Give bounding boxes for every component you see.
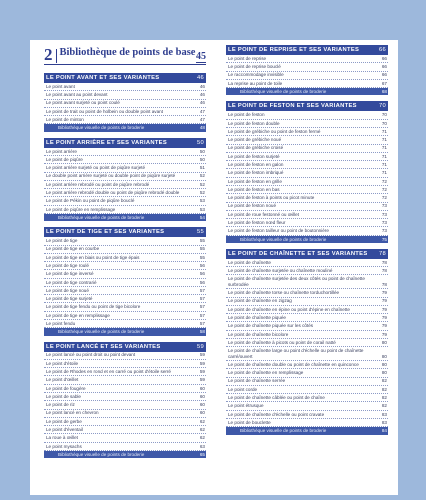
- entry-page: 57: [199, 320, 205, 326]
- chapter-number: 2: [44, 45, 53, 64]
- section-heading-avant[interactable]: [44, 73, 206, 83]
- section-title: LE POINT DE TIGE ET SES VARIANTES: [46, 229, 165, 236]
- entry-title: Le point de tige noué: [46, 287, 89, 293]
- entry-title: Le point de minton: [46, 117, 84, 123]
- entry-list-tige: [44, 237, 206, 335]
- section-page: 59: [196, 343, 204, 350]
- section-heading-reprise[interactable]: [226, 45, 388, 55]
- entry-page: 80: [381, 361, 387, 367]
- toc-entry[interactable]: [44, 418, 206, 426]
- entry-page: 82: [381, 395, 387, 401]
- toc-entry[interactable]: [226, 186, 388, 194]
- entry-page: 57: [199, 304, 205, 310]
- toc-entry[interactable]: [226, 314, 388, 322]
- entry-title: Le point arrière rebrodé ou point de piqûre rebrodé: [46, 181, 150, 187]
- entry-title: Le point de chaînette d'échelle ou point cravate: [228, 411, 325, 417]
- entry-page: 60: [199, 385, 205, 391]
- toc-entry[interactable]: [226, 402, 388, 410]
- entry-title: Le point de chaînette double ou point de chaînette en quinconce: [228, 361, 359, 367]
- section-page: 46: [196, 75, 204, 81]
- entry-title: Le point de reprise bouclé: [228, 64, 281, 70]
- entry-title: Le point de riz: [46, 402, 75, 408]
- toc-entry[interactable]: [226, 331, 388, 339]
- entry-page: 71: [381, 161, 387, 167]
- entry-page: 52: [199, 181, 205, 187]
- entry-title: Le point de piqûre en remplissage: [46, 206, 116, 212]
- entry-page: 79: [381, 306, 387, 312]
- entry-page: 55: [199, 246, 205, 252]
- toc-entry[interactable]: [226, 219, 388, 227]
- toc-entry[interactable]: [226, 178, 388, 186]
- section-title: LE POINT AVANT ET SES VARIANTES: [46, 75, 160, 81]
- entry-title: Bibliothèque visuelle de points de broderie: [240, 236, 327, 242]
- entry-page: 71: [381, 170, 387, 176]
- entry-page: 82: [381, 378, 387, 384]
- toc-entry[interactable]: [44, 360, 206, 368]
- entry-title: Le point d'étoile: [46, 360, 79, 366]
- entry-page: 56: [199, 262, 205, 268]
- entry-title: Le point de tige surjeté: [46, 296, 93, 302]
- toc-entry[interactable]: [44, 320, 206, 328]
- entry-list-reprise: [226, 55, 388, 95]
- toc-entry[interactable]: [226, 120, 388, 128]
- toc-entry[interactable]: [226, 289, 388, 297]
- toc-entry[interactable]: [226, 298, 388, 306]
- entry-page: 62: [199, 435, 205, 441]
- toc-entry[interactable]: [226, 361, 388, 369]
- entry-title: Le point de Rhodes en rond et en carré ou point d'étoile serré: [46, 369, 171, 375]
- entry-title: Le point de piqûre: [46, 156, 83, 162]
- section-title: LE POINT DE FESTON ET SES VARIANTES: [228, 103, 357, 110]
- entry-page: 60: [199, 402, 205, 408]
- entry-page: 78: [381, 281, 387, 287]
- sections-right: [226, 45, 388, 435]
- entry-page: 46: [199, 100, 205, 106]
- toc-entry[interactable]: [226, 169, 388, 177]
- toc-entry[interactable]: [226, 339, 388, 347]
- entry-title: Le point de feston à points ou picot minute: [228, 195, 315, 201]
- entry-title: Le point de grébiche croisé: [228, 145, 284, 151]
- toc-entry[interactable]: [226, 322, 388, 330]
- toc-entry[interactable]: [44, 156, 206, 164]
- toc-entry[interactable]: [226, 378, 388, 386]
- entry-title: Le point de tige en biais ou point de tige épais: [46, 254, 140, 260]
- toc-entry[interactable]: [44, 410, 206, 418]
- toc-entry[interactable]: [44, 246, 206, 254]
- toc-entry[interactable]: [44, 279, 206, 287]
- entry-page: 73: [381, 211, 387, 217]
- entry-page: 62: [199, 427, 205, 433]
- entry-page: 73: [381, 228, 387, 234]
- section-heading-tige[interactable]: [44, 227, 206, 237]
- toc-entry[interactable]: [226, 411, 388, 419]
- entry-page: 80: [381, 339, 387, 345]
- section-heading-lance[interactable]: [44, 342, 206, 352]
- entry-page: 52: [199, 173, 205, 179]
- entry-page: 71: [381, 153, 387, 159]
- entry-page: 66: [381, 64, 387, 70]
- toc-entry[interactable]: [226, 394, 388, 402]
- toc-entry[interactable]: [44, 164, 206, 172]
- entry-title: Le point de fougère: [46, 385, 86, 391]
- entry-title: Le point de chaînette en épine ou point d'épine en chaînette: [228, 306, 350, 312]
- toc-entry[interactable]: [44, 287, 206, 295]
- entry-title: Bibliothèque visuelle de points de broderie: [58, 125, 145, 131]
- entry-page: 63: [199, 443, 205, 449]
- entry-title: Le point lancé en chevron: [46, 410, 99, 416]
- entry-page: 71: [381, 128, 387, 134]
- section-heading-arriere[interactable]: [44, 138, 206, 148]
- section-page: 78: [378, 250, 386, 257]
- visual-library-entry[interactable]: [44, 124, 206, 131]
- toc-entry[interactable]: [44, 116, 206, 124]
- entry-title: Le point arrière surjeté ou point de piqûre surjeté: [46, 165, 146, 171]
- toc-entry[interactable]: [226, 259, 388, 267]
- visual-library-entry[interactable]: [44, 451, 206, 458]
- entry-title: Le point mysachs: [46, 443, 82, 449]
- entry-page: 79: [381, 290, 387, 296]
- entry-title: Le point de chaînette bicolore: [228, 331, 289, 337]
- toc-entry[interactable]: [226, 55, 388, 63]
- entry-page: 83: [381, 411, 387, 417]
- chapter-page-number: 45: [196, 51, 206, 62]
- entry-page: 70: [381, 112, 387, 118]
- entry-list-chainette: [226, 259, 388, 435]
- section-title: LE POINT DE REPRISE ET SES VARIANTES: [228, 47, 360, 53]
- toc-entry[interactable]: [44, 148, 206, 156]
- entry-title: Le point de roue festonné ou œillet: [228, 211, 299, 217]
- entry-title: Bibliothèque visuelle de points de broderie: [58, 329, 145, 335]
- toc-entry[interactable]: [44, 181, 206, 189]
- entry-page: 71: [381, 137, 387, 143]
- visual-library-entry[interactable]: [226, 236, 388, 243]
- toc-entry[interactable]: [226, 153, 388, 161]
- entry-page: 55: [199, 254, 205, 260]
- toc-entry[interactable]: [226, 419, 388, 427]
- section-page: 50: [196, 139, 204, 146]
- toc-entry[interactable]: [226, 369, 388, 377]
- entry-page: 55: [199, 238, 205, 244]
- entry-title: Le point arrière rebrodé double ou point de piqûre rebrodé double: [46, 189, 180, 195]
- entry-title: Le point de grébiche noué: [228, 137, 282, 143]
- toc-entry[interactable]: [44, 83, 206, 91]
- entry-page: 59: [199, 369, 205, 375]
- entry-title: Le raccommodage invisible: [228, 72, 284, 78]
- entry-title: Le point fendu: [46, 320, 76, 326]
- entry-page: 47: [199, 117, 205, 123]
- entry-page: 57: [199, 296, 205, 302]
- toc-entry[interactable]: [44, 303, 206, 311]
- entry-title: Le point de chaînette torse ou chaînette torduchortillée: [228, 290, 340, 296]
- entry-title: Le point de tige en remplissage: [46, 312, 110, 318]
- entry-page: 60: [199, 393, 205, 399]
- table-of-contents-page: [30, 40, 398, 495]
- toc-entry[interactable]: [226, 211, 388, 219]
- entry-page: 73: [381, 219, 387, 225]
- entry-title: Le point de chaînette câblée ou point de chaîne: [228, 395, 325, 401]
- entry-page: 53: [199, 206, 205, 212]
- visual-library-entry[interactable]: [44, 214, 206, 221]
- entry-title: Le point de grébiche ou point de feston fermé: [228, 128, 321, 134]
- entry-page: 66: [381, 72, 387, 78]
- section-heading-feston[interactable]: [226, 101, 388, 111]
- toc-entry[interactable]: [226, 386, 388, 394]
- section-heading-chainette[interactable]: [226, 249, 388, 259]
- chapter-title: Bibliothèque de points de base: [59, 47, 196, 58]
- entry-title: Le point de tige roulé: [46, 262, 89, 268]
- section-title: LE POINT DE CHAÎNETTE ET SES VARIANTES: [228, 250, 368, 257]
- toc-entry[interactable]: [44, 197, 206, 205]
- entry-page: 72: [381, 186, 387, 192]
- entry-title: Le point de bouclette: [228, 419, 271, 425]
- entry-title: Le point avant surjeté ou point coulé: [46, 100, 120, 106]
- entry-page: 67: [381, 80, 387, 86]
- section-title: LE POINT ARRIÈRE ET SES VARIANTES: [46, 139, 168, 146]
- entry-title: Le point de sable: [46, 393, 81, 399]
- entry-page: 73: [381, 203, 387, 209]
- toc-entry[interactable]: [44, 108, 206, 116]
- entry-title: Bibliothèque visuelle de points de broderie: [240, 428, 327, 434]
- entry-title: Le point de feston nœd fleur: [228, 219, 286, 225]
- entry-title: Le point de feston noué: [228, 203, 277, 209]
- entry-title: Le point de tige inversé: [46, 271, 94, 277]
- toc-entry[interactable]: [44, 173, 206, 181]
- entry-page: 51: [199, 165, 205, 171]
- entry-page: 78: [381, 268, 387, 274]
- entry-title: Le point avant: [46, 83, 75, 89]
- entry-page: 59: [199, 360, 205, 366]
- entry-page: 53: [199, 198, 205, 204]
- toc-entry[interactable]: [44, 426, 206, 434]
- entry-page: 57: [199, 287, 205, 293]
- toc-entry[interactable]: [226, 306, 388, 314]
- sections-left: [44, 73, 206, 458]
- entry-page: 54: [199, 214, 205, 220]
- toc-entry[interactable]: [44, 270, 206, 278]
- entry-title: Le point de chaînette: [228, 259, 271, 265]
- entry-title: Le point de feston tailleur ou point de boutonnière: [228, 228, 329, 234]
- toc-entry[interactable]: [44, 434, 206, 442]
- toc-entry[interactable]: [44, 295, 206, 303]
- toc-entry[interactable]: [44, 401, 206, 409]
- entry-page: 80: [381, 353, 387, 359]
- entry-title: Le point corde: [228, 386, 258, 392]
- entry-page: 48: [199, 125, 205, 131]
- entry-title: Le point de reprise: [228, 55, 267, 61]
- entry-title: Le point de tige: [46, 238, 78, 244]
- entry-page: 52: [199, 189, 205, 195]
- entry-title: Le point de tige en courbe: [46, 246, 100, 252]
- entry-title: Le point de chaînette en zigzag: [228, 298, 292, 304]
- entry-page: 66: [381, 55, 387, 61]
- entry-title: Le point de gerbe: [46, 418, 82, 424]
- toc-entry[interactable]: [226, 111, 388, 119]
- toc-entry[interactable]: [44, 376, 206, 384]
- toc-entry[interactable]: [44, 352, 206, 360]
- entry-title: Le point de chaînette piquée sur les côtés: [228, 323, 314, 329]
- entry-page: 50: [199, 156, 205, 162]
- entry-page: 71: [381, 145, 387, 151]
- toc-entry[interactable]: [44, 393, 206, 401]
- entry-page: 72: [381, 178, 387, 184]
- toc-entry[interactable]: [226, 128, 388, 136]
- toc-entry[interactable]: [226, 227, 388, 235]
- toc-column-right: [226, 45, 388, 441]
- visual-library-entry[interactable]: [226, 88, 388, 95]
- chapter-divider: [56, 49, 57, 63]
- toc-entry[interactable]: [44, 237, 206, 245]
- entry-title: Le point de Pékin ou point de piqûre bouclé: [46, 198, 135, 204]
- entry-title: Le point de chaînette piquée: [228, 314, 286, 320]
- entry-page: 79: [381, 298, 387, 304]
- entry-title: Le point de feston double: [228, 120, 280, 126]
- entry-page: 56: [199, 271, 205, 277]
- entry-page: 59: [199, 352, 205, 358]
- toc-entry[interactable]: [226, 80, 388, 88]
- section-page: 55: [196, 229, 204, 236]
- section-title: LE POINT LANCÉ ET SES VARIANTES: [46, 343, 161, 350]
- entry-page: 82: [381, 386, 387, 392]
- entry-list-feston: [226, 111, 388, 243]
- entry-page: 72: [381, 195, 387, 201]
- entry-title: Le point d'œillet: [46, 377, 79, 383]
- toc-entry[interactable]: [226, 203, 388, 211]
- entry-title: Le double point arrière surjeté ou double point de piqûre surjeté: [46, 173, 176, 179]
- entry-title: Le point de feston en galon: [228, 161, 284, 167]
- toc-entry[interactable]: [44, 385, 206, 393]
- entry-title: Le point de feston surjeté: [228, 153, 280, 159]
- entry-title: Le point étrusque: [228, 403, 264, 409]
- entry-title: Le point de chaînette en remplissage: [228, 370, 304, 376]
- entry-page: 79: [381, 323, 387, 329]
- entry-list-lance: [44, 352, 206, 459]
- entry-title: Le point de chaînette à picots ou point de corail natté: [228, 339, 336, 345]
- entry-page: 68: [381, 89, 387, 95]
- entry-title: Le point de chaînette serrée: [228, 378, 286, 384]
- entry-title: Le point de feston en grille: [228, 178, 282, 184]
- entry-page: 57: [199, 312, 205, 318]
- entry-title: Le point de trait ou point de holbein ou double point avant: [46, 108, 163, 114]
- entry-page: 46: [199, 83, 205, 89]
- toc-entry[interactable]: [226, 161, 388, 169]
- entry-page: 75: [381, 236, 387, 242]
- entry-title: Le point de feston imbriqué: [228, 170, 284, 176]
- toc-entry[interactable]: [44, 254, 206, 262]
- toc-entry[interactable]: [226, 72, 388, 80]
- toc-entry[interactable]: [226, 347, 388, 361]
- entry-page: 58: [199, 329, 205, 335]
- entry-title: Le point d'éventail: [46, 427, 83, 433]
- toc-entry[interactable]: [226, 145, 388, 153]
- entry-page: 60: [199, 410, 205, 416]
- entry-page: 56: [199, 279, 205, 285]
- toc-entry[interactable]: [44, 206, 206, 214]
- entry-title: Bibliothèque visuelle de points de broderie: [240, 89, 327, 95]
- entry-title: Le point de chaînette surjetée ou chaînette mouliné: [228, 268, 333, 274]
- entry-page: 47: [199, 108, 205, 114]
- toc-entry[interactable]: [44, 443, 206, 451]
- entry-title: Bibliothèque visuelle de points de broderie: [58, 214, 145, 220]
- visual-library-entry[interactable]: [44, 328, 206, 335]
- toc-entry[interactable]: [44, 91, 206, 99]
- toc-entry[interactable]: [44, 189, 206, 197]
- entry-page: 50: [199, 148, 205, 154]
- entry-list-arriere: [44, 148, 206, 222]
- toc-entry[interactable]: [44, 262, 206, 270]
- entry-title: Le point lancé ou point droit ou point devant: [46, 352, 136, 358]
- toc-entry[interactable]: [44, 368, 206, 376]
- entry-title: Bibliothèque visuelle de points de broderie: [58, 451, 145, 457]
- entry-title: Le point de tige fendu ou point de tige bicolore: [46, 304, 141, 310]
- toc-entry[interactable]: [44, 100, 206, 108]
- entry-title: La reprise au point de toile: [228, 80, 283, 86]
- entry-list-avant: [44, 83, 206, 132]
- section-page: 70: [378, 103, 386, 110]
- section-page: 66: [378, 47, 386, 53]
- entry-title: Le point de chaînette surjetée des deux côtés ou point de chaînette surbrodée: [228, 276, 365, 287]
- entry-page: 84: [381, 428, 387, 434]
- entry-page: 62: [199, 418, 205, 424]
- entry-page: 82: [381, 403, 387, 409]
- entry-page: 79: [381, 331, 387, 337]
- entry-page: 70: [381, 120, 387, 126]
- entry-title: Le point de chaînette large ou point d'échelle ou point de chaînette carré/ouvert: [228, 348, 364, 359]
- toc-entry[interactable]: [226, 194, 388, 202]
- entry-page: 46: [199, 92, 205, 98]
- entry-title: Le point de feston: [228, 112, 265, 118]
- visual-library-entry[interactable]: [226, 427, 388, 434]
- entry-page: 80: [381, 370, 387, 376]
- toc-entry[interactable]: [226, 63, 388, 71]
- entry-page: 78: [381, 259, 387, 265]
- entry-title: Le point de tige contrarié: [46, 279, 97, 285]
- entry-title: Le point avant au point devant: [46, 92, 108, 98]
- toc-entry[interactable]: [226, 275, 388, 289]
- toc-column-left: [44, 45, 206, 464]
- entry-title: Le point arrière: [46, 148, 77, 154]
- entry-title: Le point de feston en bas: [228, 186, 280, 192]
- entry-page: 65: [199, 451, 205, 457]
- entry-page: 83: [381, 419, 387, 425]
- toc-entry[interactable]: [226, 267, 388, 275]
- toc-entry[interactable]: [44, 312, 206, 320]
- entry-page: 59: [199, 377, 205, 383]
- entry-title: La roue à œillet: [46, 435, 78, 441]
- entry-page: 79: [381, 314, 387, 320]
- chapter-rule: [44, 64, 206, 65]
- chapter-heading: [44, 47, 206, 63]
- toc-entry[interactable]: [226, 136, 388, 144]
